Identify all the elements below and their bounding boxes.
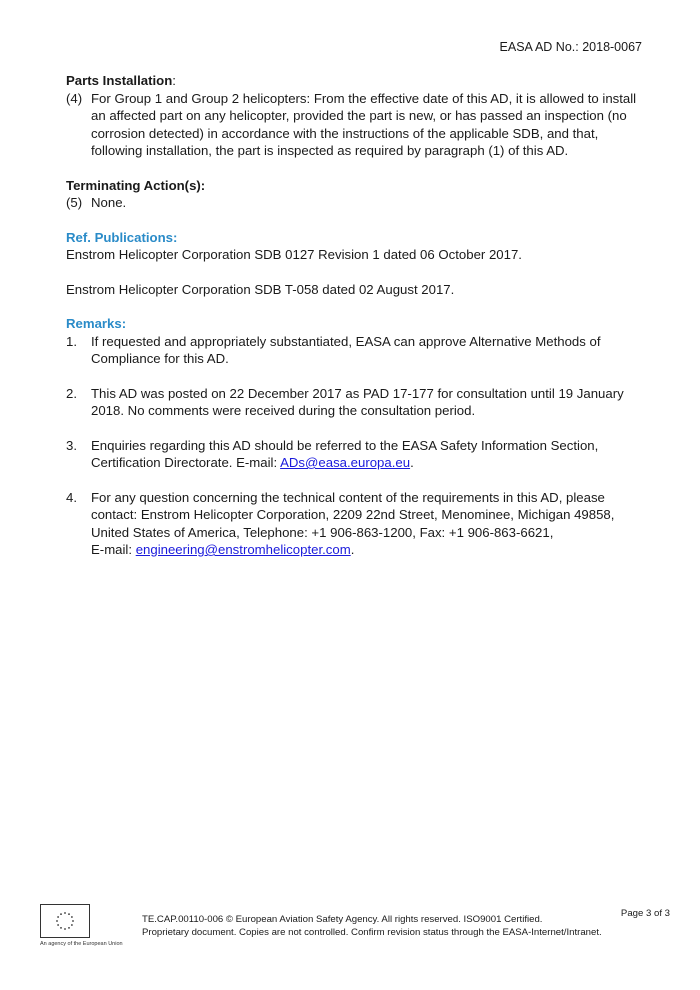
paragraph-4 — [66, 90, 638, 160]
remark-1-number: 1. — [66, 333, 77, 349]
eu-stars-icon — [41, 905, 89, 937]
ref-publication-2: Enstrom Helicopter Corporation SDB T-058 dated 02 August 2017. — [66, 281, 455, 297]
page-number: Page 3 of 3 — [620, 908, 670, 919]
remark-3 — [66, 437, 638, 472]
ref-publication-1: Enstrom Helicopter Corporation SDB 0127 Revision 1 dated 06 October 2017. — [66, 247, 522, 262]
parts-installation-heading — [66, 72, 638, 90]
parts-installation-title: Parts Installation — [66, 73, 173, 88]
remark-4-number: 4. — [66, 489, 77, 505]
remark-4-body — [91, 489, 638, 559]
remark-2 — [66, 385, 638, 420]
remark-3-end: . — [410, 455, 414, 470]
paragraph-5-number: (5) — [66, 195, 83, 210]
remark-3-text: Enquiries regarding this AD should be referred to the EASA Safety Information Section, Certification Directorate. E-mail: — [91, 437, 599, 470]
document-body — [66, 72, 638, 576]
paragraph-5 — [66, 194, 638, 212]
remark-1 — [66, 333, 638, 368]
paragraph-4-number: (4) — [66, 90, 83, 106]
remark-3-body — [91, 437, 638, 472]
footer-copyright — [142, 913, 602, 939]
remark-4 — [66, 489, 638, 559]
remark-4-end: . — [350, 542, 355, 557]
paragraph-4-text: For Group 1 and Group 2 helicopters: From the effective date of this AD, it is allowed to install an affected part on any helicopter, provided the part is new, or has passed an inspection (no corrosion detected) in accordance with the instructions of the applicable SDB, and that, following installation, the part is inspected as required by paragraph (1) of this AD. — [91, 90, 637, 158]
remarks-section — [66, 315, 638, 559]
remark-1-text: If requested and appropriately substantiated, EASA can approve Alternative Methods of Compliance for this AD. — [91, 333, 601, 366]
remarks-heading: Remarks: — [66, 316, 127, 331]
ref-publications-heading: Ref. Publications: — [66, 229, 178, 245]
terminating-action-heading: Terminating Action(s): — [66, 177, 206, 193]
remark-4-text: For any question concerning the technical content of the requirements in this AD, please contact: Enstrom Helicopter Corporation, 2209 22nd Street, Menominee, Michigan 49858, United States of America, Telephone: +1 906-863-1200, Fax: +1 906-863-6621, — [91, 489, 615, 540]
ref-publications-section — [66, 229, 638, 299]
footer-line-2: Proprietary document. Copies are not controlled. Confirm revision status through the EASA-Internet/Intranet. — [142, 927, 602, 938]
remark-2-number: 2. — [66, 385, 77, 401]
ad-number-header: EASA AD No.: 2018-0067 — [499, 40, 642, 54]
eu-flag-logo — [40, 904, 90, 938]
remark-2-text: This AD was posted on 22 December 2017 as PAD 17-177 for consultation until 19 January 2018. No comments were received during the consultation period. — [91, 385, 624, 418]
agency-caption: An agency of the European Union — [40, 941, 123, 947]
paragraph-5-text: None. — [91, 195, 127, 210]
easa-email-link[interactable]: ADs@easa.europa.eu — [280, 455, 411, 470]
remark-4-email-prefix: E-mail: — [91, 542, 136, 557]
parts-installation-colon: : — [172, 73, 176, 88]
terminating-action-section — [66, 177, 638, 212]
enstrom-email-link[interactable]: engineering@enstromhelicopter.com — [135, 542, 351, 557]
parts-installation-section — [66, 72, 638, 160]
footer-line-1: TE.CAP.00110-006 © European Aviation Safety Agency. All rights reserved. ISO9001 Certified. — [142, 914, 543, 925]
remark-3-number: 3. — [66, 437, 77, 453]
